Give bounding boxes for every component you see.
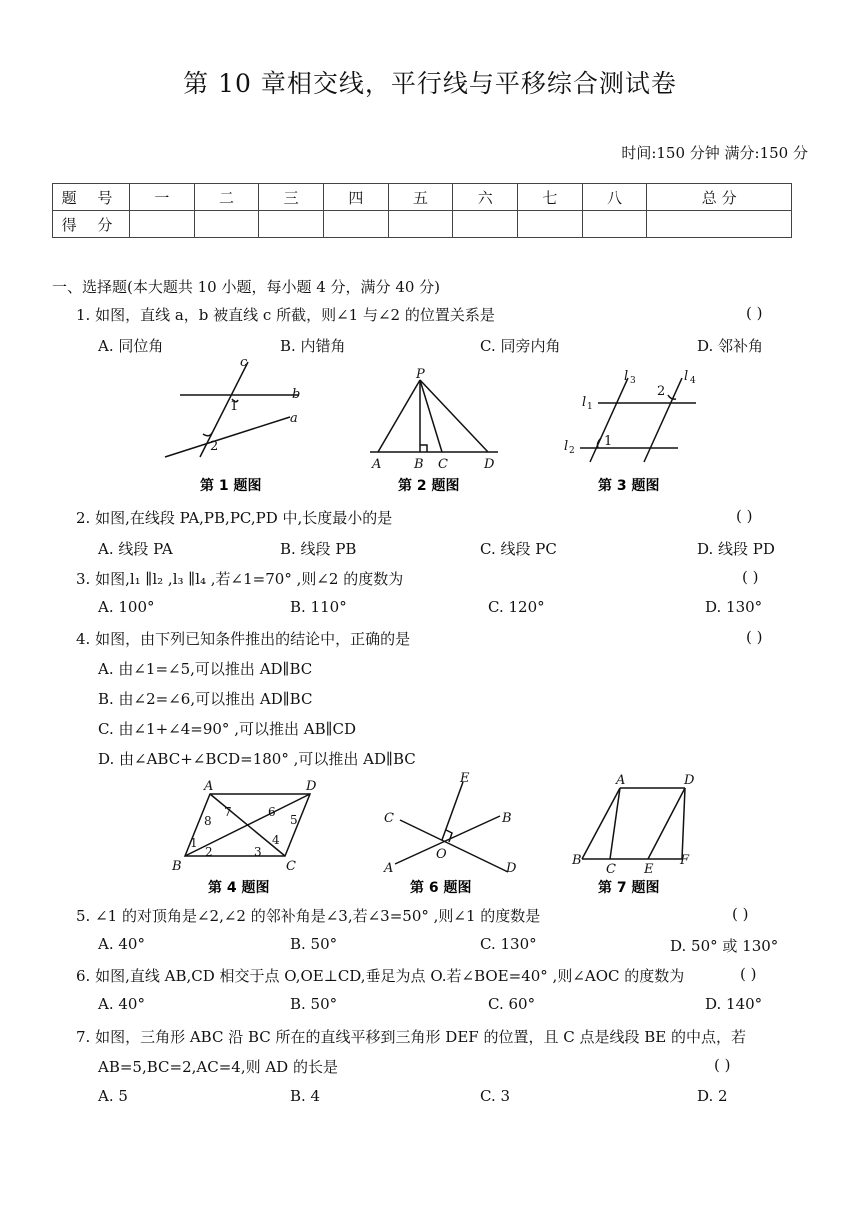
score-table: [52, 183, 792, 238]
subscript: 1: [587, 402, 593, 412]
figure-caption: 第 6 题图: [410, 880, 472, 896]
label: l: [684, 369, 689, 384]
label: l: [582, 395, 587, 410]
section-heading: 一、选择题(本大题共 10 小题，每小题 4 分，满分 40 分): [52, 278, 441, 296]
label: D: [484, 457, 495, 472]
score-input-cell[interactable]: [388, 211, 453, 238]
option: A. 40°: [98, 935, 145, 953]
line-c: [200, 362, 248, 457]
label: c: [240, 355, 248, 370]
table-cell: 八: [582, 184, 647, 211]
label: 2: [205, 845, 213, 859]
option: C. 3: [480, 1087, 511, 1105]
label: A: [616, 773, 626, 788]
line-cd: [400, 820, 508, 872]
label: E: [460, 772, 470, 786]
answer-paren: ( ): [714, 1056, 731, 1074]
answer-paren: ( ): [732, 905, 749, 923]
label: a: [290, 411, 298, 426]
label: B: [502, 811, 512, 826]
label: F: [680, 853, 690, 868]
label: D: [684, 773, 695, 788]
score-input-cell[interactable]: [324, 211, 389, 238]
angle-2-arc: [203, 433, 212, 436]
question-3-stem: 3. 如图,l₁ ∥l₂ ,l₃ ∥l₄ ,若∠1=70° ,则∠2 的度数为: [76, 570, 404, 588]
label: 1: [604, 434, 613, 449]
table-cell: 四: [324, 184, 389, 211]
subscript: 4: [690, 376, 696, 386]
label: 6: [268, 805, 276, 819]
question-7-stem-line-2: AB=5,BC=2,AC=4,则 AD 的长是: [98, 1058, 338, 1076]
option: D. 邻补角: [697, 337, 764, 355]
option: C. 130°: [480, 935, 537, 953]
answer-paren: ( ): [746, 628, 763, 646]
question-7-stem: 7. 如图，三角形 ABC 沿 BC 所在的直线平移到三角形 DEF 的位置，且 C 点是线段 BE 的中点，若: [76, 1028, 746, 1046]
label: B: [172, 859, 182, 874]
label: A: [384, 861, 394, 876]
segment-pa: [378, 380, 420, 452]
score-input-cell[interactable]: [647, 211, 792, 238]
option: C. 120°: [488, 598, 545, 616]
label: 2: [657, 384, 666, 399]
option: C. 同旁内角: [480, 337, 561, 355]
table-cell: 五: [388, 184, 453, 211]
label: 3: [254, 845, 262, 859]
label: C: [286, 859, 296, 874]
option: A. 线段 PA: [98, 540, 173, 558]
segment-pd: [420, 380, 488, 452]
table-cell: 二: [194, 184, 259, 211]
score-input-cell[interactable]: [518, 211, 583, 238]
label: A: [372, 457, 382, 472]
score-input-cell[interactable]: [453, 211, 518, 238]
line-l3: [590, 378, 628, 462]
option: C. 线段 PC: [480, 540, 557, 558]
option: B. 由∠2=∠6,可以推出 AD∥BC: [98, 690, 313, 708]
ray-oe: [442, 782, 463, 840]
score-table-header-row: [53, 184, 792, 211]
label: D: [506, 861, 517, 876]
label: b: [292, 387, 301, 402]
label: E: [644, 862, 654, 877]
label: P: [416, 367, 425, 382]
option: D. 由∠ABC+∠BCD=180° ,可以推出 AD∥BC: [98, 750, 416, 768]
label: O: [436, 847, 447, 862]
label: 2: [210, 439, 219, 454]
table-cell: 六: [453, 184, 518, 211]
figure-caption: 第 7 题图: [598, 880, 660, 896]
figures-row-2: [160, 772, 720, 902]
label: C: [606, 862, 616, 877]
right-angle-mark: [420, 445, 427, 452]
label: B: [572, 853, 582, 868]
answer-paren: ( ): [742, 568, 759, 586]
option: D. 线段 PD: [697, 540, 775, 558]
option: A. 同位角: [98, 337, 164, 355]
score-input-cell[interactable]: [259, 211, 324, 238]
segment-df: [682, 788, 685, 859]
label: 1: [230, 399, 239, 414]
option: D. 50° 或 130°: [670, 937, 779, 955]
figure-caption: 第 2 题图: [398, 478, 460, 494]
option: D. 140°: [705, 995, 763, 1013]
label: C: [438, 457, 448, 472]
option: B. 4: [290, 1087, 321, 1105]
table-cell: 一: [130, 184, 195, 211]
answer-paren: ( ): [740, 965, 757, 983]
question-6-stem: 6. 如图,直线 AB,CD 相交于点 O,OE⊥CD,垂足为点 O.若∠BOE=40° ,则∠AOC 的度数为: [76, 967, 685, 985]
subscript: 3: [630, 376, 636, 386]
label: l: [624, 369, 629, 384]
score-input-cell[interactable]: [582, 211, 647, 238]
option: B. 110°: [290, 598, 347, 616]
figures-row-1: [150, 352, 770, 500]
option: D. 130°: [705, 598, 763, 616]
label: 7: [224, 805, 232, 819]
label: 1: [190, 836, 198, 850]
line-a: [165, 417, 290, 457]
option: B. 50°: [290, 995, 338, 1013]
option: C. 60°: [488, 995, 536, 1013]
question-1-stem: 1. 如图，直线 a，b 被直线 c 所截，则∠1 与∠2 的位置关系是: [76, 306, 495, 324]
label: l: [564, 439, 569, 454]
table-cell: 七: [518, 184, 583, 211]
segment-de: [648, 788, 685, 859]
score-input-cell[interactable]: [194, 211, 259, 238]
score-table-score-row: [53, 211, 792, 238]
question-2-stem: 2. 如图,在线段 PA,PB,PC,PD 中,长度最小的是: [76, 509, 393, 527]
option: A. 100°: [98, 598, 155, 616]
question-5-stem: 5. ∠1 的对顶角是∠2,∠2 的邻补角是∠3,若∠3=50° ,则∠1 的度数是: [76, 907, 541, 925]
table-cell: 三: [259, 184, 324, 211]
option: D. 2: [697, 1087, 728, 1105]
option: A. 5: [98, 1087, 128, 1105]
answer-paren: ( ): [746, 304, 763, 322]
option: C. 由∠1+∠4=90° ,可以推出 AB∥CD: [98, 720, 357, 738]
label: C: [384, 811, 394, 826]
subscript: 2: [569, 446, 575, 456]
option: B. 50°: [290, 935, 338, 953]
label: A: [204, 779, 214, 794]
option: A. 40°: [98, 995, 145, 1013]
option: A. 由∠1=∠5,可以推出 AD∥BC: [98, 660, 313, 678]
question-4-stem: 4. 如图，由下列已知条件推出的结论中，正确的是: [76, 630, 411, 648]
figure-caption: 第 4 题图: [208, 880, 270, 896]
page-title: 第 10 章相交线，平行线与平移综合测试卷: [183, 69, 677, 98]
label: B: [414, 457, 424, 472]
figure-caption: 第 3 题图: [598, 478, 660, 494]
figure-caption: 第 1 题图: [200, 478, 262, 494]
label: 4: [272, 833, 280, 847]
score-input-cell[interactable]: [130, 211, 195, 238]
table-cell: 总 分: [647, 184, 792, 211]
table-cell: 得 分: [53, 211, 130, 238]
label: 8: [204, 814, 212, 828]
option: B. 线段 PB: [280, 540, 357, 558]
table-cell: 题 号: [53, 184, 130, 211]
option: B. 内错角: [280, 337, 346, 355]
time-info: 时间:150 分钟 满分:150 分: [621, 144, 808, 162]
label: 5: [290, 813, 298, 827]
answer-paren: ( ): [736, 507, 753, 525]
label: D: [306, 779, 317, 794]
